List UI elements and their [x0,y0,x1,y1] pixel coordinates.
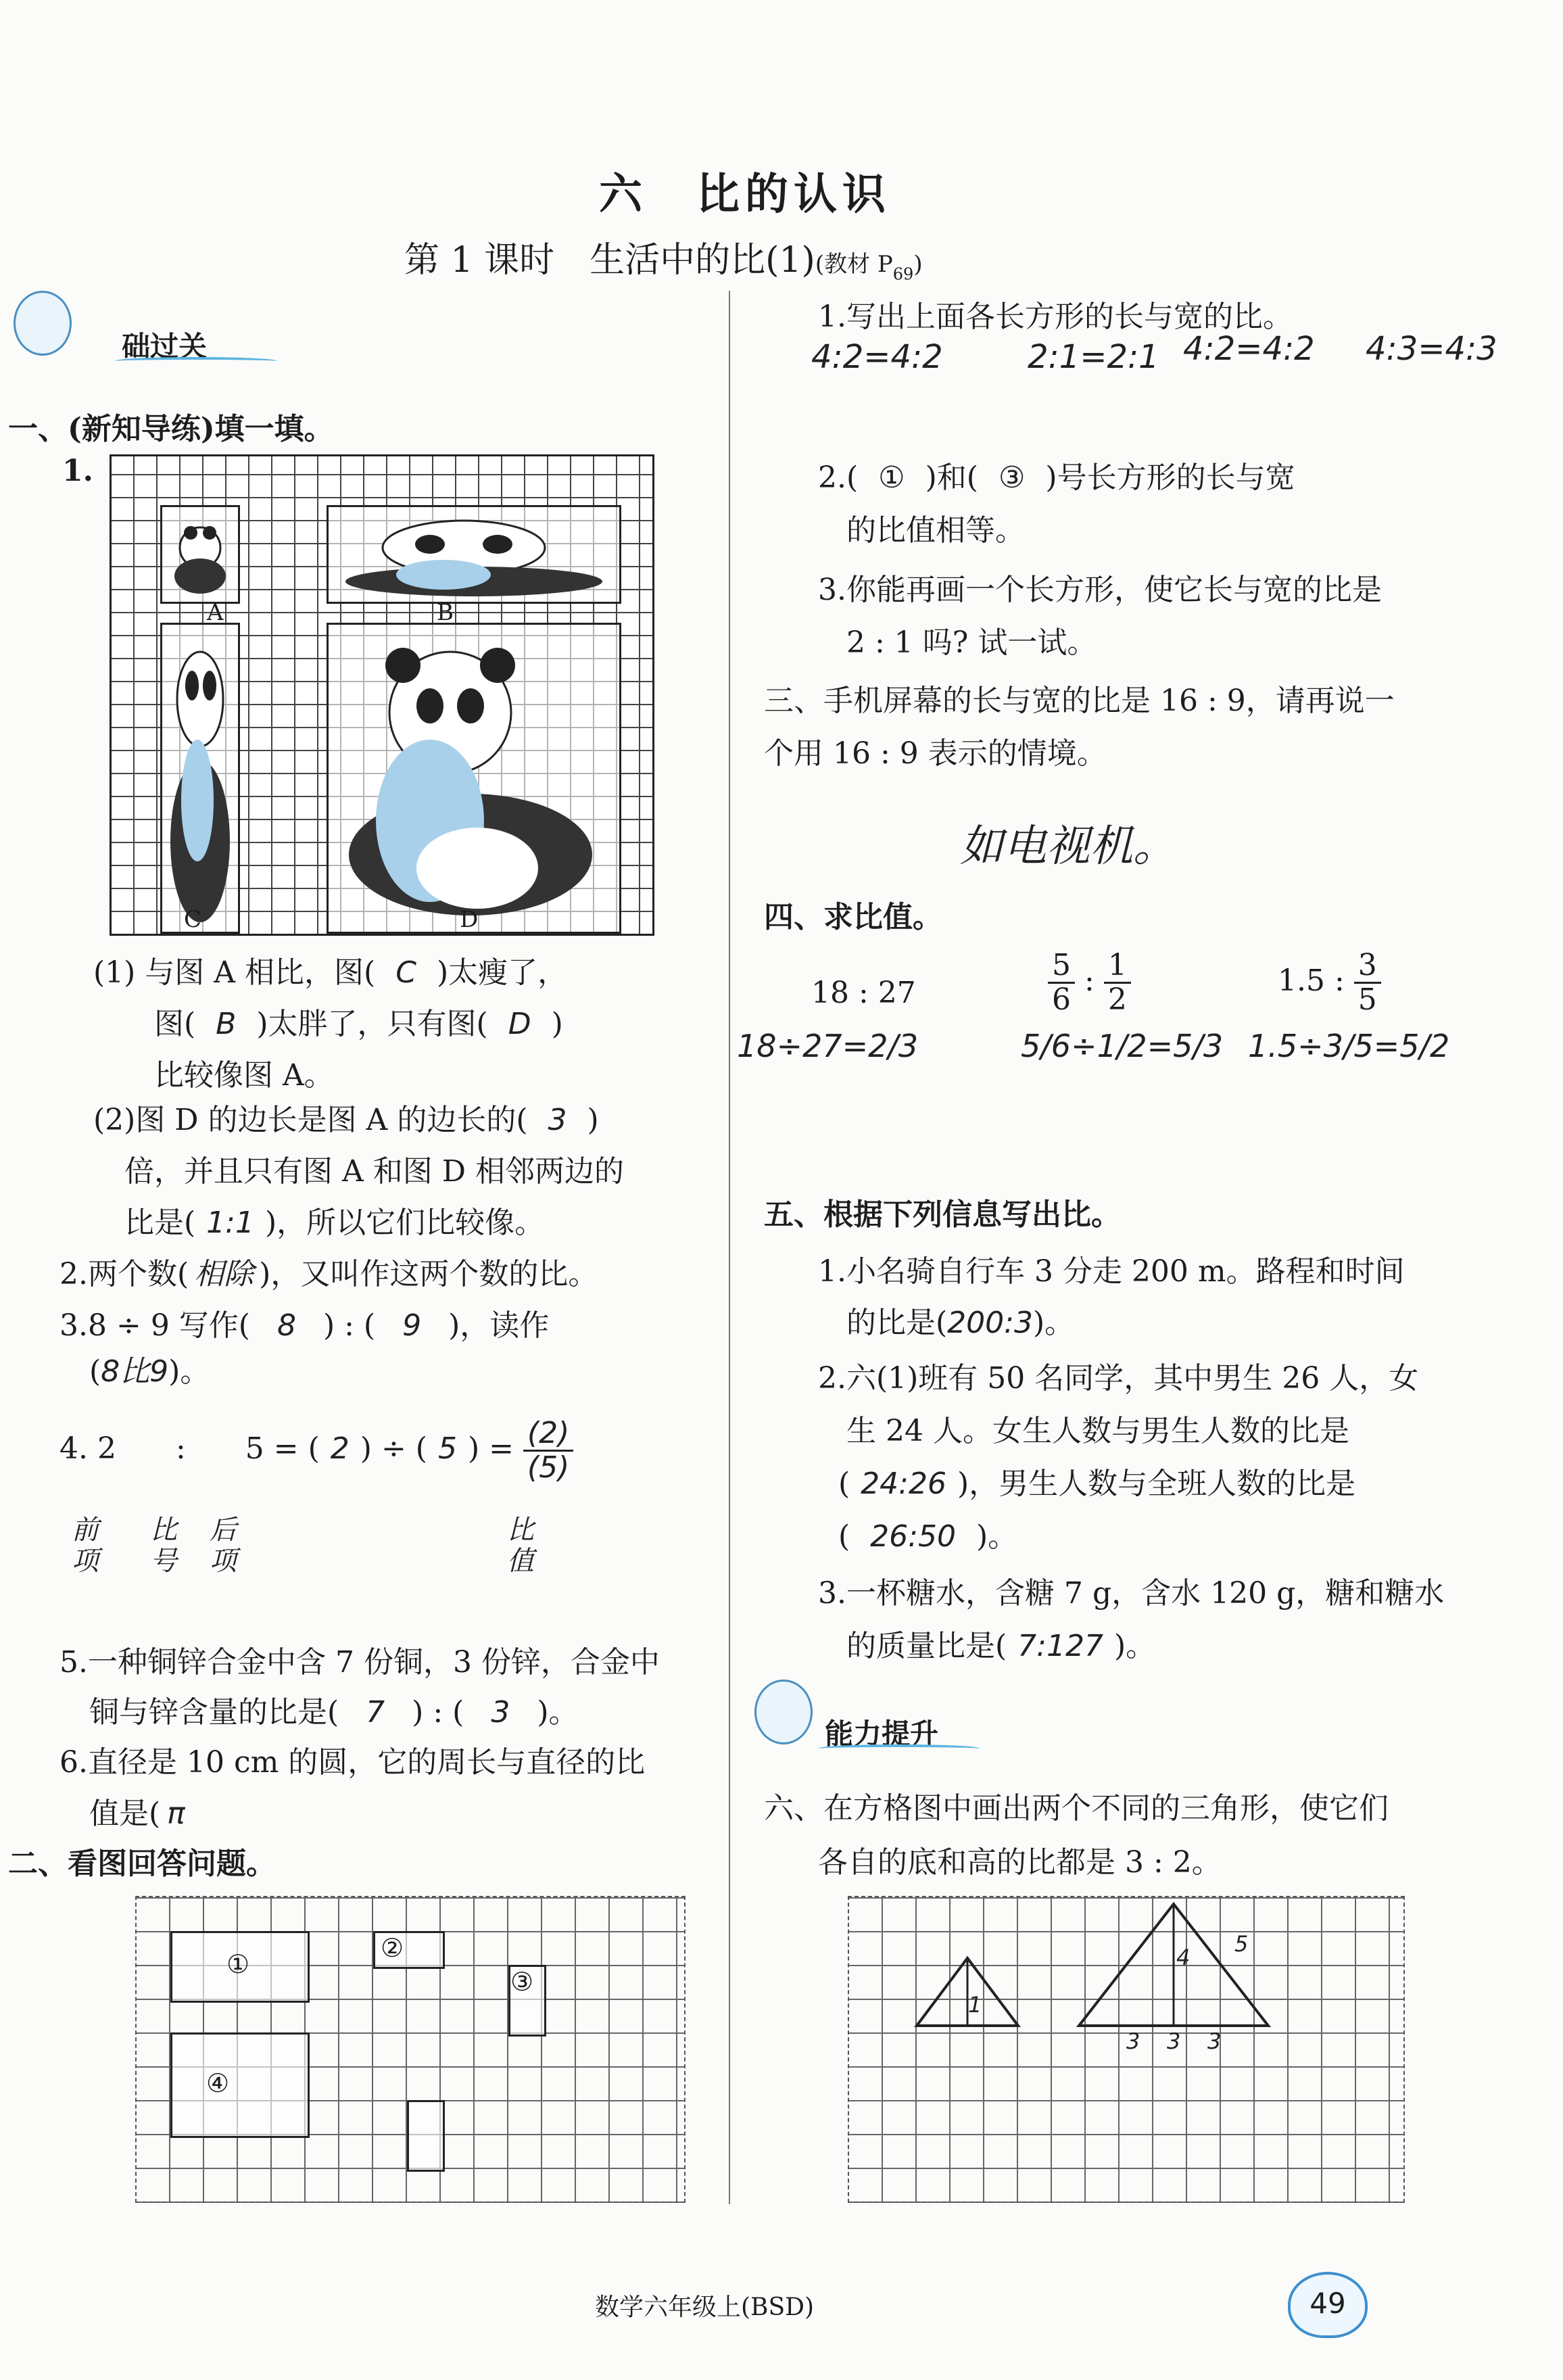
q2: 2.两个数( 相除 )，又叫作这两个数的比。 [59,1257,598,1291]
textbook-ref-close: ) [913,251,923,278]
term-bizhi: 比值 [507,1515,534,1577]
rect-4: ④ [170,2032,310,2138]
basic-badge [74,318,277,365]
footer-book: 数学六年级上(BSD) [595,2293,815,2321]
term-bihao: 比号 [150,1515,177,1577]
answer-7: 7 [366,1695,385,1730]
q3: 3.8 ÷ 9 写作( 8 ) : ( 9 )，读作 [59,1308,550,1343]
answer-26-50: 26:50 [870,1519,956,1554]
q1-1-line2: 图( B )太胖了，只有图( D ) [154,1007,563,1041]
figure-b-box [327,505,621,604]
answer-3: 3 [548,1103,567,1137]
triangle-grid [848,1896,1405,2203]
s3-line1: 三、手机屏幕的长与宽的比是 16 : 9，请再说一 [764,684,1395,718]
q6-line2: 值是( π [89,1788,192,1840]
answer-rect3: ③ [998,460,1026,495]
mascot-icon [14,291,72,356]
s2-q1: 1.写出上面各长方形的长与宽的比。 [818,300,1293,334]
answer-7-127: 7:127 [1017,1629,1103,1663]
answer-24-26: 24:26 [861,1467,946,1501]
advanced-badge-label: 能力提升 [825,1717,939,1751]
q1-1-line3: 比较像图 A。 [154,1058,334,1093]
wave-decoration [115,357,277,365]
s5-q2-line1: 2.六(1)班有 50 名同学，其中男生 26 人，女 [818,1361,1419,1396]
answer-8: 8 [276,1308,296,1343]
answer-xiangchu: 相除 [194,1257,254,1291]
label-c: C [184,906,202,933]
rect-3: ③ [508,1965,546,2037]
answer-d: D [508,1007,531,1041]
answer-rect1: ① [878,460,905,495]
rectangle-grid [135,1896,686,2203]
s2-q1-ans1: 4:2=4:2 [811,338,943,376]
answer-q4-5: 5 [437,1431,457,1466]
q1-1-line1: (1) 与图 A 相比，图( C )太瘦了， [93,955,568,990]
answer-1-1: 1:1 [206,1206,254,1240]
s5-q1-line2: 的比是(200:3)。 [846,1306,1075,1340]
s2-q1-ans4: 4:3=4:3 [1366,330,1497,368]
rect-1: ① [170,1931,310,2003]
chapter-title: 六 比的认识 [599,169,891,220]
s2-q2: 2.( ① )和( ③ )号长方形的长与宽 [818,460,1295,495]
q1-2-line3: 比是( 1:1 )，所以它们比较像。 [124,1206,545,1240]
panda-a-icon [162,507,238,602]
s4-p2: $\frac{5}{6}$ : $\frac{1}{2}$ [1048,949,1131,1016]
s5-q2-line4: ( 26:50 )。 [838,1519,1018,1554]
term-houxiang: 后项 [210,1515,237,1577]
q4: 4. 2 : 5 = ( 2 ) ÷ ( 5 ) = $\frac{(2)}{(5)}$ [59,1417,573,1484]
answer-200-3: 200:3 [947,1306,1033,1340]
s4-a2: 5/6÷1/2=5/3 [1021,1028,1224,1064]
panda-d-icon [329,625,619,932]
label-d: D [460,906,479,933]
q1-2-line2: 倍，并且只有图 A 和图 D 相邻两边的 [124,1154,624,1189]
answer-8bi9: 8比9 [101,1354,169,1389]
s4-p3: 1.5 : $\frac{3}{5}$ [1278,949,1381,1016]
answer-c: C [395,955,416,990]
s2-q2-line2: 的比值相等。 [846,513,1025,548]
tri-mark-1: 1 [968,1992,982,2018]
q5-line1: 5.一种铜锌合金中含 7 份铜，3 份锌，合金中 [59,1645,660,1680]
label-a: A [207,599,224,626]
tri-mark-3a: 3 [1126,2028,1140,2054]
q1-2-line1: (2)图 D 的边长是图 A 的边长的( 3 ) [93,1103,599,1137]
q3-reading: (8比9)。 [89,1354,210,1389]
q4-fraction: $\frac{(2)}{(5)}$ [523,1417,573,1484]
basic-badge-label: 础过关 [122,330,208,363]
lesson-title [404,231,923,283]
s5-q3-line2: 的质量比是( 7:127 )。 [846,1629,1156,1663]
s5-q2-line2: 生 24 人。女生人数与男生人数的比是 [846,1414,1349,1448]
s5-heading: 五、根据下列信息写出比。 [764,1197,1121,1232]
figure-c-box [160,623,240,934]
answer-q4-2: 2 [330,1431,350,1466]
s3-line2: 个用 16 : 9 表示的情境。 [764,736,1107,771]
s6-line1: 六、在方格图中画出两个不同的三角形，使它们 [764,1791,1389,1826]
answer-pi: π [167,1796,185,1831]
answer-3b: 3 [491,1695,510,1730]
section2-heading: 二、看图回答问题。 [8,1847,276,1881]
figure-a-box [160,505,240,604]
tri-mark-3c: 3 [1207,2028,1222,2054]
term-qianxiang: 前项 [72,1515,99,1577]
s2-q3-line2: 2 : 1 吗? 试一试。 [846,625,1097,660]
panda-c-icon [162,625,238,932]
s5-q1-line1: 1.小名骑自行车 3 分走 200 m。路程和时间 [818,1254,1405,1289]
page-number: 49 [1288,2272,1368,2338]
section1-heading: 一、(新知导练)填一填。 [8,412,334,446]
s4-p1: 18 : 27 [811,976,916,1010]
s4-heading: 四、求比值。 [764,900,942,934]
answer-9: 9 [402,1308,422,1343]
s2-q1-ans3: 4:2=4:2 [1183,330,1315,368]
s3-answer: 如电视机。 [960,822,1176,872]
q5-line2: 铜与锌含量的比是( 7 ) : ( 3 )。 [89,1695,579,1730]
label-b: B [437,599,454,626]
tri-mark-4: 4 [1176,1945,1191,1970]
s5-q2-line3: ( 24:26 )，男生人数与全班人数的比是 [838,1467,1356,1501]
panda-grid [110,454,654,936]
q6-line1: 6.直径是 10 cm 的圆，它的周长与直径的比 [59,1745,646,1780]
answer-b: B [216,1007,237,1041]
s4-a3: 1.5÷3/5=5/2 [1248,1028,1450,1064]
tri-mark-3b: 3 [1167,2028,1181,2054]
panda-b-icon [329,507,619,602]
advanced-badge [777,1705,980,1753]
s2-q1-ans2: 2:1=2:1 [1028,338,1159,376]
q1-number: 1. [62,454,93,488]
figure-d-box [327,623,621,934]
column-divider [729,291,730,2204]
s6-line2: 各自的底和高的比都是 3 : 2。 [818,1845,1222,1880]
rect-2: ② [373,1931,445,1969]
tri-mark-5: 5 [1234,1931,1249,1957]
s2-q3-line1: 3.你能再画一个长方形，使它长与宽的比是 [818,573,1382,607]
s4-a1: 18÷27=2/3 [737,1028,919,1064]
wave-decoration-2 [818,1744,980,1753]
s5-q3-line1: 3.一杯糖水，含糖 7 g，含水 120 g，糖和糖水 [818,1576,1445,1611]
lesson-title-text: 第 1 课时 生活中的比(1) [404,240,815,281]
rect-drawn [407,2100,445,2172]
textbook-page: 69 [892,264,914,284]
textbook-ref: (教材 P [815,251,893,278]
